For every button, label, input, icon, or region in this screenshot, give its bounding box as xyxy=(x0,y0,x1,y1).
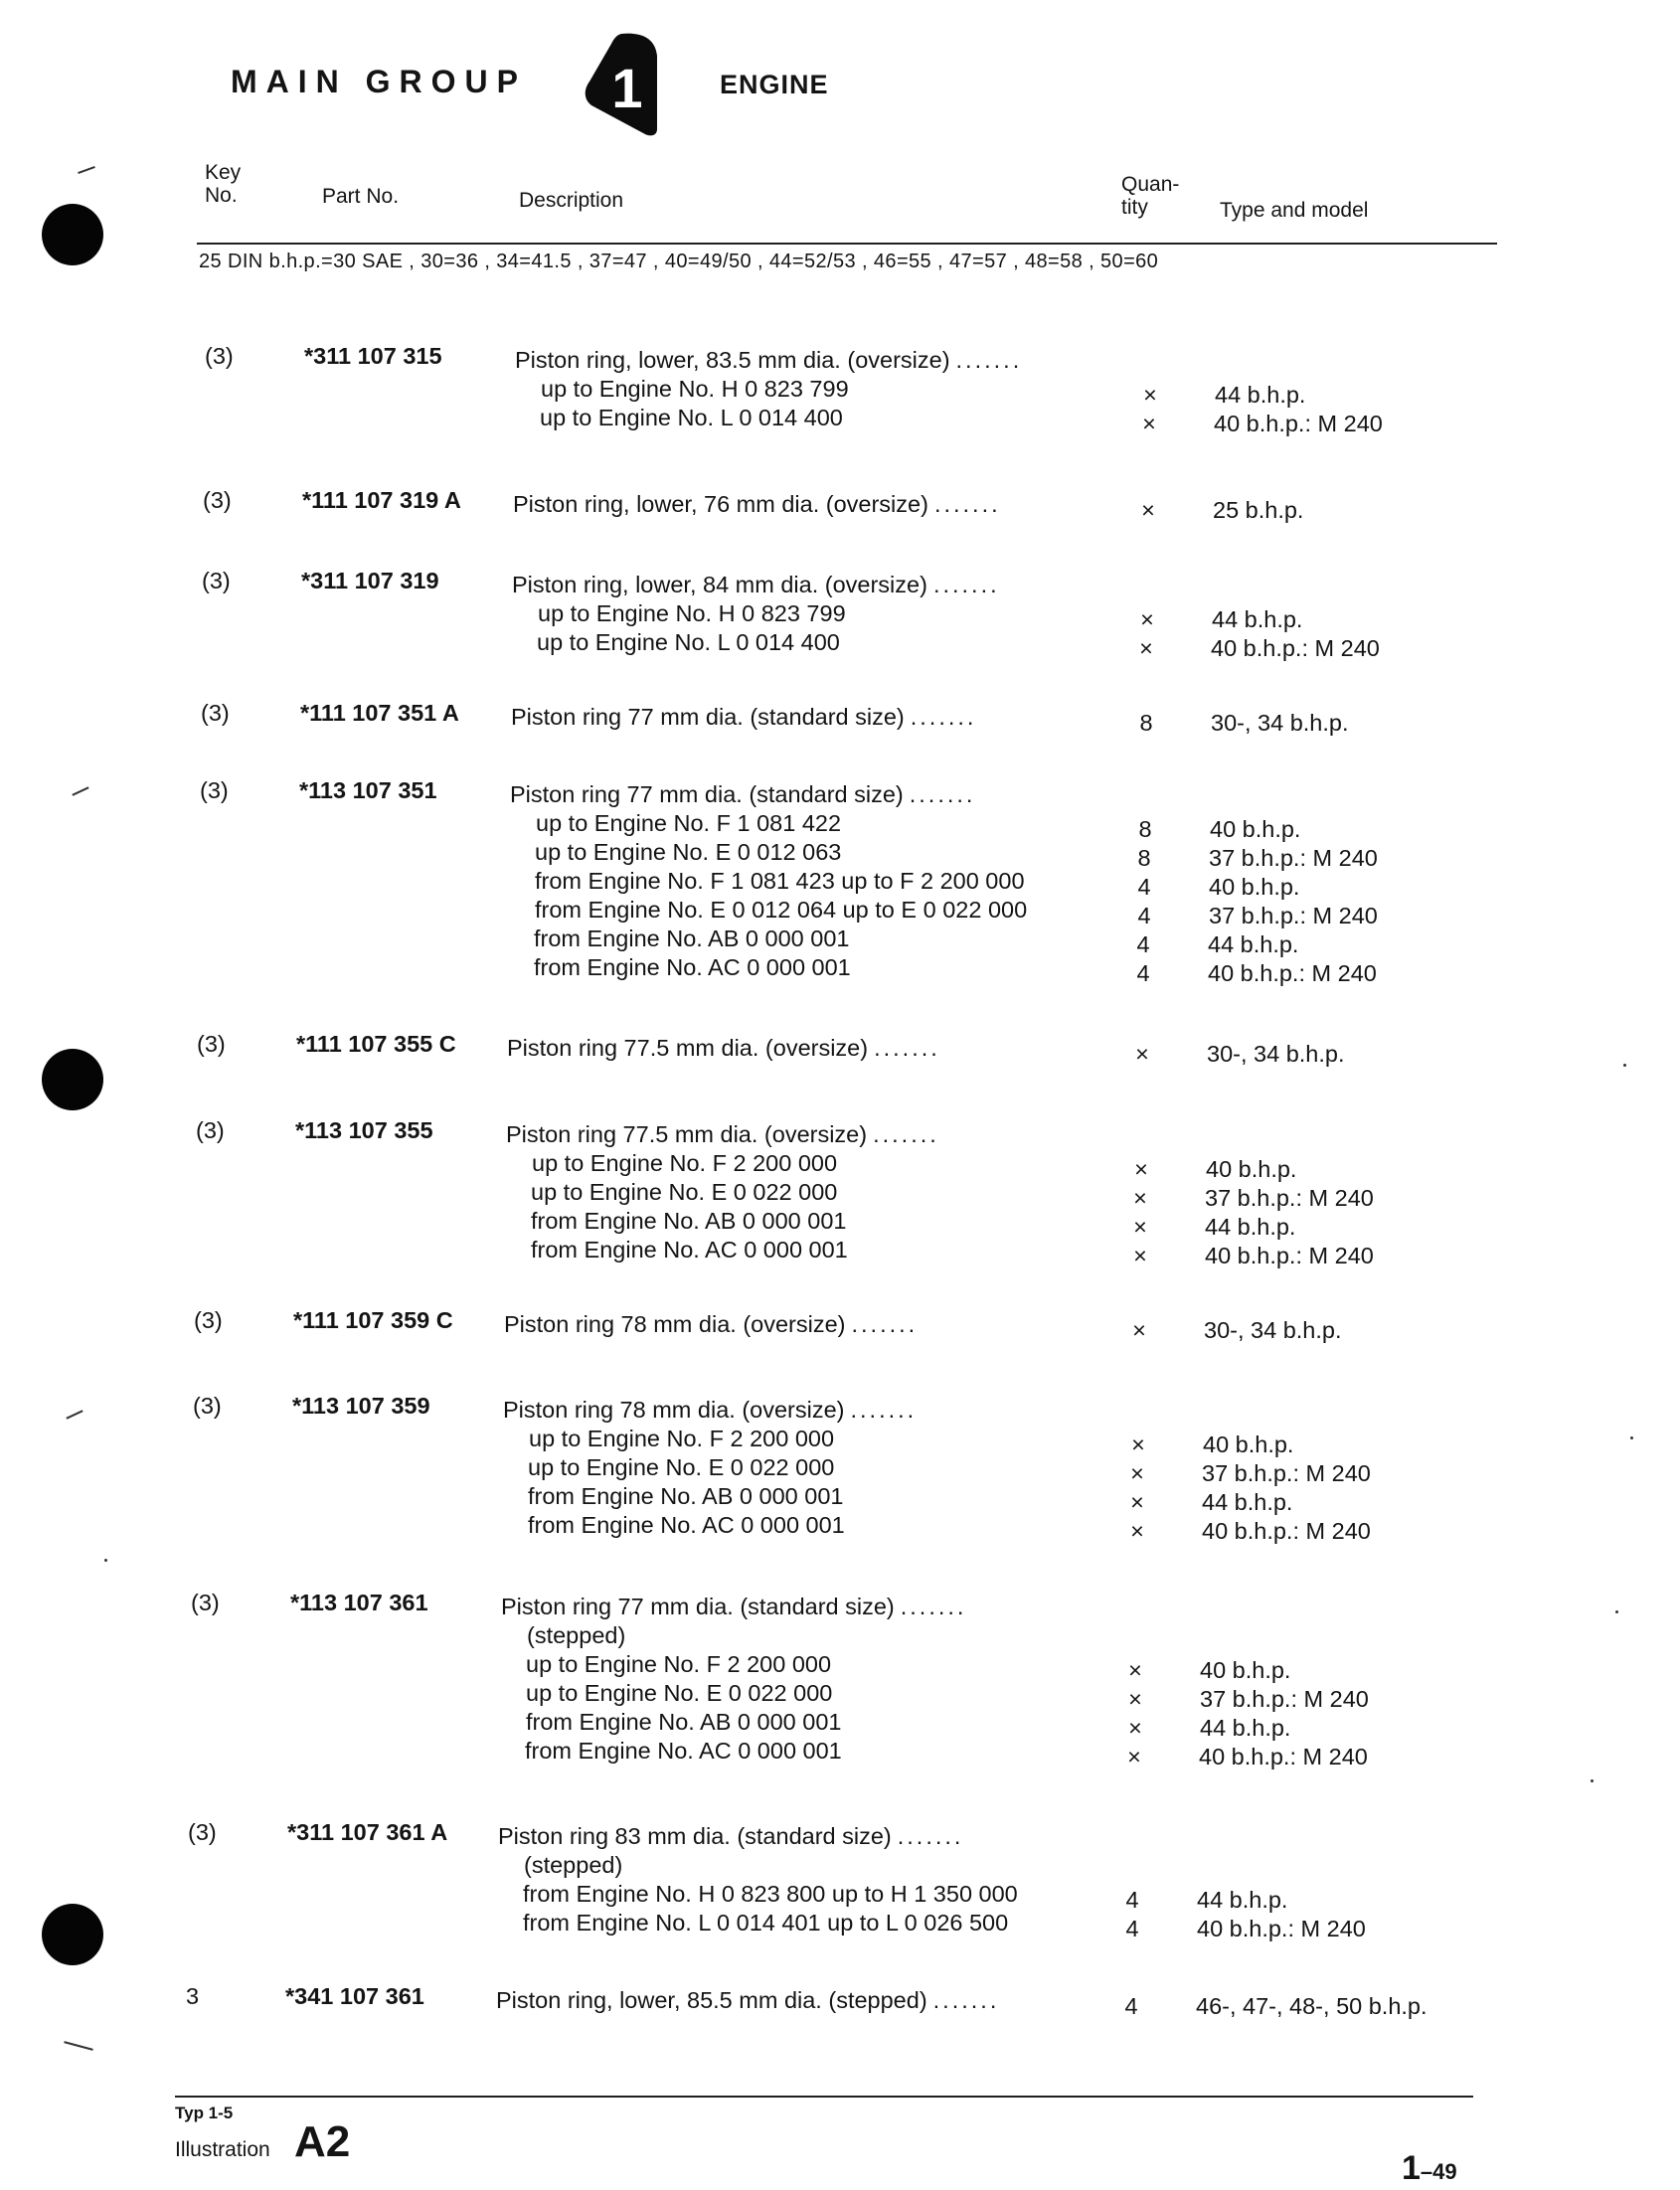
type-model: 25 b.h.p. xyxy=(1213,497,1304,523)
description-subline: up to Engine No. F 2 200 000 xyxy=(526,1651,832,1677)
type-model: 40 b.h.p.: M 240 xyxy=(1214,411,1383,436)
col-description: Description xyxy=(519,189,624,212)
quantity: × xyxy=(1128,1657,1142,1683)
dot-leader: ....... xyxy=(850,1397,918,1423)
quantity: 4 xyxy=(1125,1916,1139,1941)
col-key-no: Key No. xyxy=(205,161,242,207)
description-subline: from Engine No. H 0 823 800 up to H 1 350 000 xyxy=(523,1881,1018,1907)
description-subline: up to Engine No. L 0 014 400 xyxy=(537,629,840,655)
description-subline: from Engine No. AC 0 000 001 xyxy=(531,1237,848,1263)
description-subline: from Engine No. AC 0 000 001 xyxy=(525,1738,842,1764)
dot-leader: ....... xyxy=(932,1987,1000,2013)
dot-leader: ....... xyxy=(900,1594,967,1619)
dot-leader: ....... xyxy=(933,491,1001,517)
part-number: *113 107 359 xyxy=(292,1393,430,1419)
quantity: 4 xyxy=(1136,960,1150,986)
scan-speck xyxy=(1591,1779,1594,1782)
type-model: 40 b.h.p. xyxy=(1206,1156,1297,1182)
description-subline: up to Engine No. F 2 200 000 xyxy=(529,1426,835,1451)
description-subline: from Engine No. AC 0 000 001 xyxy=(528,1512,845,1538)
description-subline: from Engine No. AC 0 000 001 xyxy=(534,954,851,980)
scan-speck xyxy=(104,1559,107,1562)
description: Piston ring 77 mm dia. (standard size) ....... xyxy=(501,1594,967,1619)
dot-leader: ....... xyxy=(910,704,977,730)
page-number: 1–49 xyxy=(1402,2149,1457,2187)
dot-leader: ....... xyxy=(955,347,1023,373)
part-number: *311 107 319 xyxy=(301,568,439,593)
quantity: × xyxy=(1141,497,1155,523)
description-subline: from Engine No. AB 0 000 001 xyxy=(531,1208,847,1234)
type-model: 40 b.h.p. xyxy=(1209,874,1300,900)
quantity: × xyxy=(1130,1460,1144,1486)
part-number: *111 107 359 C xyxy=(293,1307,453,1333)
quantity: 8 xyxy=(1138,816,1152,842)
scan-speck xyxy=(1623,1064,1626,1067)
main-group-title: MAIN GROUP xyxy=(231,64,527,99)
part-number: *311 107 315 xyxy=(304,343,442,369)
part-number: *111 107 351 A xyxy=(300,700,459,726)
header-rule xyxy=(197,243,1497,245)
key-number: (3) xyxy=(196,1117,225,1143)
description: Piston ring 77.5 mm dia. (oversize) ....... xyxy=(506,1121,939,1147)
type-model: 40 b.h.p.: M 240 xyxy=(1205,1243,1374,1268)
quantity: 4 xyxy=(1136,931,1150,957)
quantity: × xyxy=(1128,1686,1142,1712)
col-quantity: Quan- tity xyxy=(1121,173,1180,219)
type-model: 30-, 34 b.h.p. xyxy=(1204,1317,1342,1343)
quantity: × xyxy=(1134,1156,1148,1182)
scan-mark xyxy=(66,1410,83,1419)
group-number: 1 xyxy=(611,57,643,119)
description-subline: up to Engine No. E 0 012 063 xyxy=(535,839,842,865)
punch-hole-bottom xyxy=(42,1904,103,1965)
description: Piston ring, lower, 76 mm dia. (oversize) ....... xyxy=(513,491,1001,517)
description-subline: from Engine No. AB 0 000 001 xyxy=(528,1483,844,1509)
description-subline: from Engine No. E 0 012 064 up to E 0 022 000 xyxy=(535,897,1028,923)
quantity: × xyxy=(1135,1041,1149,1067)
group-name: ENGINE xyxy=(720,70,829,99)
description-subline: up to Engine No. L 0 014 400 xyxy=(540,405,843,430)
description: Piston ring 78 mm dia. (oversize) ....... xyxy=(504,1311,919,1337)
quantity: × xyxy=(1143,382,1157,408)
key-number: (3) xyxy=(203,487,232,513)
quantity: × xyxy=(1132,1317,1146,1343)
key-number: (3) xyxy=(202,568,231,593)
type-model: 37 b.h.p.: M 240 xyxy=(1202,1460,1371,1486)
quantity: × xyxy=(1133,1214,1147,1240)
description-subline: up to Engine No. F 1 081 422 xyxy=(536,810,842,836)
illustration-label: Illustration xyxy=(175,2138,270,2161)
description-subline: from Engine No. F 1 081 423 up to F 2 200 000 xyxy=(535,868,1025,894)
type-model: 30-, 34 b.h.p. xyxy=(1211,710,1349,736)
type-model: 40 b.h.p. xyxy=(1210,816,1301,842)
description: Piston ring 77 mm dia. (standard size) ....... xyxy=(511,704,977,730)
punch-hole-middle xyxy=(42,1049,103,1110)
part-number: *111 107 319 A xyxy=(302,487,461,513)
type-model: 44 b.h.p. xyxy=(1215,382,1306,408)
description: Piston ring, lower, 85.5 mm dia. (stepped) ....... xyxy=(496,1987,1000,2013)
description-subline: up to Engine No. E 0 022 000 xyxy=(526,1680,833,1706)
key-number: 3 xyxy=(186,1983,200,2009)
bhp-conversion-note: 25 DIN b.h.p.=30 SAE , 30=36 , 34=41.5 , 37=47 , 40=49/50 , 44=52/53 , 46=55 , 47=57 , 48=58 , 50=60 xyxy=(199,251,1159,272)
description-subline: from Engine No. L 0 014 401 up to L 0 026 500 xyxy=(523,1910,1009,1936)
col-part-no: Part No. xyxy=(322,185,400,208)
type-model: 30-, 34 b.h.p. xyxy=(1207,1041,1345,1067)
part-number: *113 107 355 xyxy=(295,1117,433,1143)
part-number: *113 107 361 xyxy=(290,1590,428,1615)
type-model: 44 b.h.p. xyxy=(1205,1214,1296,1240)
type-model: 40 b.h.p. xyxy=(1200,1657,1291,1683)
type-model: 44 b.h.p. xyxy=(1212,606,1303,632)
description: Piston ring 77 mm dia. (standard size) ....... xyxy=(510,781,976,807)
quantity: 4 xyxy=(1125,1887,1139,1913)
description-subline: (stepped) xyxy=(524,1852,623,1878)
group-number-badge xyxy=(582,30,663,139)
type-model: 44 b.h.p. xyxy=(1202,1489,1293,1515)
description: Piston ring 77.5 mm dia. (oversize) ....... xyxy=(507,1035,940,1061)
description-subline: up to Engine No. E 0 022 000 xyxy=(528,1454,835,1480)
quantity: × xyxy=(1130,1489,1144,1515)
type-model: 44 b.h.p. xyxy=(1208,931,1299,957)
type-model: 40 b.h.p.: M 240 xyxy=(1208,960,1377,986)
part-number: *111 107 355 C xyxy=(296,1031,456,1057)
description: Piston ring 83 mm dia. (standard size) ....... xyxy=(498,1823,964,1849)
description: Piston ring, lower, 84 mm dia. (oversize) ....... xyxy=(512,572,1000,597)
key-number: (3) xyxy=(191,1590,220,1615)
typ-label: Typ 1-5 xyxy=(175,2104,234,2122)
scan-mark xyxy=(64,2041,92,2051)
quantity: × xyxy=(1128,1715,1142,1741)
type-model: 46-, 47-, 48-, 50 b.h.p. xyxy=(1196,1993,1428,2019)
key-number: (3) xyxy=(194,1307,223,1333)
quantity: × xyxy=(1133,1185,1147,1211)
scan-speck xyxy=(1630,1436,1633,1439)
description-subline: up to Engine No. F 2 200 000 xyxy=(532,1150,838,1176)
description-subline: up to Engine No. H 0 823 799 xyxy=(538,600,846,626)
type-model: 37 b.h.p.: M 240 xyxy=(1209,845,1378,871)
key-number: (3) xyxy=(205,343,234,369)
description-subline: from Engine No. AB 0 000 001 xyxy=(526,1709,842,1735)
key-number: (3) xyxy=(201,700,230,726)
quantity: × xyxy=(1139,635,1153,661)
quantity: × xyxy=(1133,1243,1147,1268)
type-model: 40 b.h.p.: M 240 xyxy=(1211,635,1380,661)
quantity: × xyxy=(1127,1744,1141,1769)
scan-speck xyxy=(1615,1610,1618,1613)
type-model: 37 b.h.p.: M 240 xyxy=(1205,1185,1374,1211)
description: Piston ring, lower, 83.5 mm dia. (oversize) ....... xyxy=(515,347,1023,373)
scan-mark xyxy=(72,786,88,795)
description-subline: (stepped) xyxy=(527,1622,626,1648)
part-number: *341 107 361 xyxy=(285,1983,424,2009)
key-number: (3) xyxy=(188,1819,217,1845)
type-model: 40 b.h.p.: M 240 xyxy=(1202,1518,1371,1544)
dot-leader: ....... xyxy=(897,1823,964,1849)
description: Piston ring 78 mm dia. (oversize) ....... xyxy=(503,1397,918,1423)
dot-leader: ....... xyxy=(851,1311,919,1337)
illustration-code: A2 xyxy=(294,2117,351,2166)
part-number: *311 107 361 A xyxy=(287,1819,448,1845)
description-subline: from Engine No. AB 0 000 001 xyxy=(534,926,850,951)
type-model: 37 b.h.p.: M 240 xyxy=(1200,1686,1369,1712)
description-subline: up to Engine No. H 0 823 799 xyxy=(541,376,849,402)
quantity: × xyxy=(1140,606,1154,632)
type-model: 44 b.h.p. xyxy=(1197,1887,1288,1913)
quantity: × xyxy=(1130,1518,1144,1544)
key-number: (3) xyxy=(200,777,229,803)
part-number: *113 107 351 xyxy=(299,777,437,803)
type-model: 37 b.h.p.: M 240 xyxy=(1209,903,1378,928)
key-number: (3) xyxy=(197,1031,226,1057)
punch-hole-top xyxy=(42,204,103,265)
quantity: × xyxy=(1142,411,1156,436)
quantity: 8 xyxy=(1139,710,1153,736)
footer-rule xyxy=(175,2096,1473,2098)
type-model: 40 b.h.p. xyxy=(1203,1432,1294,1457)
type-model: 40 b.h.p.: M 240 xyxy=(1197,1916,1366,1941)
quantity: 4 xyxy=(1137,874,1151,900)
dot-leader: ....... xyxy=(932,572,1000,597)
dot-leader: ....... xyxy=(909,781,976,807)
quantity: 8 xyxy=(1137,845,1151,871)
key-number: (3) xyxy=(193,1393,222,1419)
dot-leader: ....... xyxy=(874,1035,940,1061)
scan-mark xyxy=(78,166,95,174)
description-subline: up to Engine No. E 0 022 000 xyxy=(531,1179,838,1205)
quantity: × xyxy=(1131,1432,1145,1457)
col-type-model: Type and model xyxy=(1220,199,1369,222)
type-model: 44 b.h.p. xyxy=(1200,1715,1291,1741)
dot-leader: ....... xyxy=(873,1121,939,1147)
quantity: 4 xyxy=(1137,903,1151,928)
quantity: 4 xyxy=(1124,1993,1138,2019)
type-model: 40 b.h.p.: M 240 xyxy=(1199,1744,1368,1769)
